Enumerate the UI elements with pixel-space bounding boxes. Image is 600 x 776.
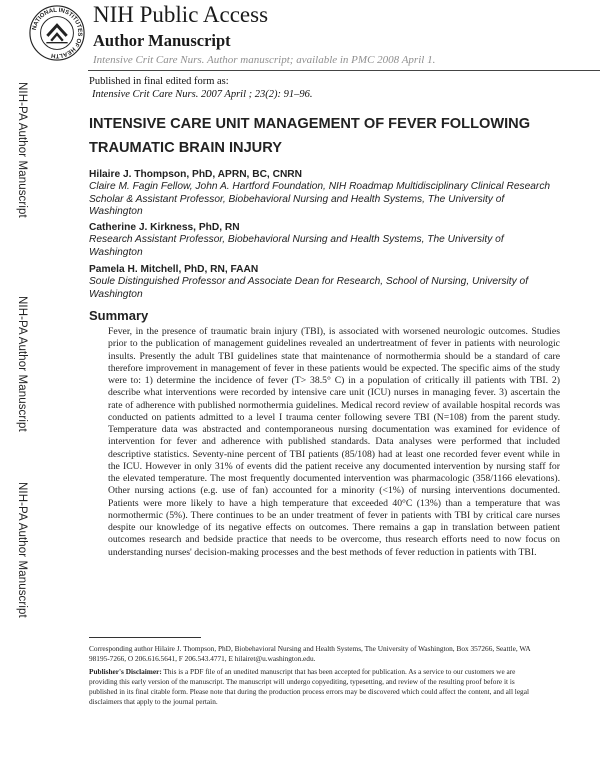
side-label-top: NIH-PA Author Manuscript (16, 82, 28, 218)
header-availability-note: Intensive Crit Care Nurs. Author manuscript; available in PMC 2008 April 1. (93, 54, 436, 66)
author-block-1 (89, 169, 559, 219)
author-affiliation: Claire M. Fagin Fellow, John A. Hartford Foundation, NIH Roadmap Multidisciplinary Clinical Research Scholar & Assistant Professor, Biobehavioral Nursing and Health Systems, The University of Washington (89, 181, 551, 217)
author-block-2 (89, 222, 559, 259)
publisher-disclaimer (89, 667, 544, 707)
disclaimer-text: This is a PDF file of an unedited manuscript that has been accepted for publication. As a service to our customers we are providing this early version of the manuscript. The manuscript will undergo copyediting, typesetting, and review of the resulting proof before it is published in its final citable form. Please note that during the production process errors may be discovered which could affect the content, and all legal disclaimers that apply to the journal pertain. (89, 667, 529, 706)
nih-seal-icon (28, 4, 86, 62)
article-title: INTENSIVE CARE UNIT MANAGEMENT OF FEVER FOLLOWING TRAUMATIC BRAIN INJURY (89, 116, 531, 156)
header-subtitle: Author Manuscript (93, 31, 231, 50)
header-title: NIH Public Access (93, 2, 269, 27)
author-name: Pamela H. Mitchell, PhD, RN, FAAN (89, 264, 259, 275)
corresponding-author-note: Corresponding author Hilaire J. Thompson, PhD, Biobehavioral Nursing and Health Systems, The University of Washington, Box 357266, Seattle, WA 98195-7266, O 206.616.5641, F 206.543.4771, E hilairet@u.washington.edu. (89, 644, 531, 663)
footnote-rule (89, 637, 201, 638)
publication-line-1: Published in final edited form as: (89, 76, 229, 87)
side-label-bottom: NIH-PA Author Manuscript (16, 482, 28, 618)
author-name: Hilaire J. Thompson, PhD, APRN, BC, CNRN (89, 169, 303, 180)
author-name: Catherine J. Kirkness, PhD, RN (89, 222, 240, 233)
disclaimer-label: Publisher's Disclaimer: (89, 667, 162, 676)
author-block-3 (89, 264, 559, 301)
author-affiliation: Soule Distinguished Professor and Associate Dean for Research, School of Nursing, University of Washington (89, 276, 529, 300)
author-affiliation: Research Assistant Professor, Biobehavioral Nursing and Health Systems, The University of Washington (89, 234, 504, 258)
summary-text: Fever, in the presence of traumatic brain injury (TBI), is associated with worsened neurologic outcomes. Studies prior to the publication of management guidelines revealed an undertreatment of fever in patients with neurologic insults. Presently the adult TBI guidelines state that maintenance of normothermia should be a standard of care therefore improvement in management of fever in these patients would be expected. The specific aims of the study were to: 1) determine the incidence of fever (T> 38.5° C) in a population of critically ill patients with TBI. 2) describe what interventions were recorded by intensive care unit (ICU) nurses in managing fever. 3) ascertain the rate of adherence with published normothermia guidelines. Medical record review of available hospital records was conducted on patients admitted to a level I trauma center following severe TBI (N=108) from the parent study. Temperature data was abstracted and contemporaneous nursing documentation was examined for evidence of intervention for fever and adherence with published standards. Data analyses were performed that included descriptive statistics. Seventy-nine percent of TBI patients (85/108) had at least one recorded fever event while in the ICU. However in only 31% of events did the patient receive any documented intervention by nursing staff for the elevated temperature. The most frequently documented intervention was pharmacologic (358/1166 elevations). Other nursing actions (e.g. use of fan) accounted for a minority (<1%) of nursing interventions documented. Patients were more likely to have a high temperature that exceeded 40°C (13%) than a temperature that was normothermic (5%). There continues to be an under treatment of fever in patients with TBI by critical care nurses despite our knowledge of its negative effects on outcomes. There remains a gap in translation between patient outcomes research and bedside practice that needs to be overcome, thus research efforts need to now focus on understanding nurses' decision-making processes and the best methods of fever reduction in patients with TBI. (108, 326, 560, 558)
svg-text:NATIONAL INSTITUTES OF HEALTH: NATIONAL INSTITUTES OF HEALTH (31, 7, 83, 59)
side-label-middle: NIH-PA Author Manuscript (16, 296, 28, 432)
header-rule (88, 70, 600, 71)
publication-line-2: Intensive Crit Care Nurs. 2007 April ; 23(2): 91–96. (92, 89, 313, 100)
summary-heading: Summary (89, 308, 149, 323)
